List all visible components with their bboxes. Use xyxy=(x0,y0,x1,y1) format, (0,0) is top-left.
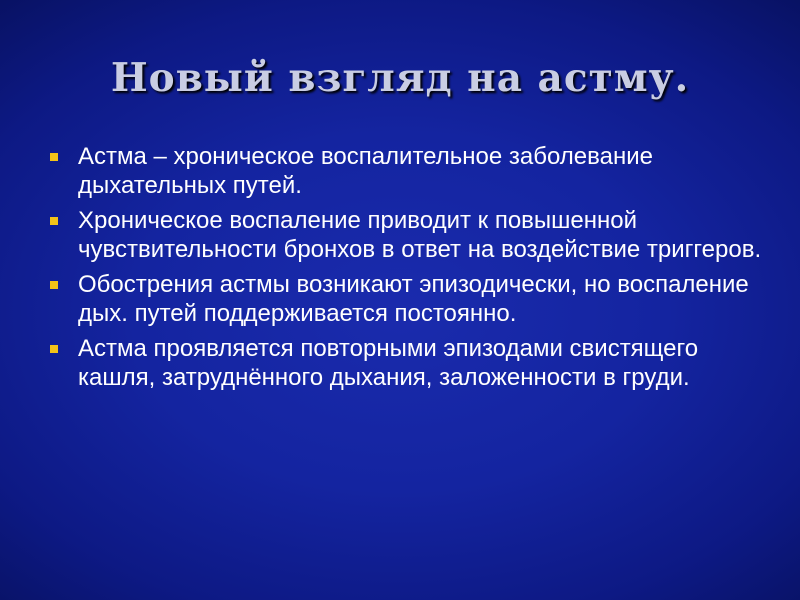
bullet-text: Астма проявляется повторными эпизодами свистящего кашля, затруднённого дыхания, заложенности в груди. xyxy=(78,335,699,391)
bullet-text: Астма – хроническое воспалительное заболевание дыхательных путей. xyxy=(78,143,653,199)
slide-title: Новый взгляд на астму. xyxy=(110,55,690,101)
bullet-item xyxy=(50,270,770,328)
bullet-item xyxy=(50,334,770,392)
square-bullet-icon xyxy=(50,153,58,161)
bullet-text: Хроническое воспаление приводит к повышенной чувствительности бронхов в ответ на воздействие триггеров. xyxy=(78,207,762,263)
square-bullet-icon xyxy=(50,345,58,353)
bullet-text: Обострения астмы возникают эпизодически, но воспаление дых. путей поддерживается постоянно. xyxy=(78,271,749,327)
bullet-item xyxy=(50,142,770,200)
square-bullet-icon xyxy=(50,217,58,225)
bullet-list xyxy=(50,142,770,398)
square-bullet-icon xyxy=(50,281,58,289)
bullet-item xyxy=(50,206,770,264)
